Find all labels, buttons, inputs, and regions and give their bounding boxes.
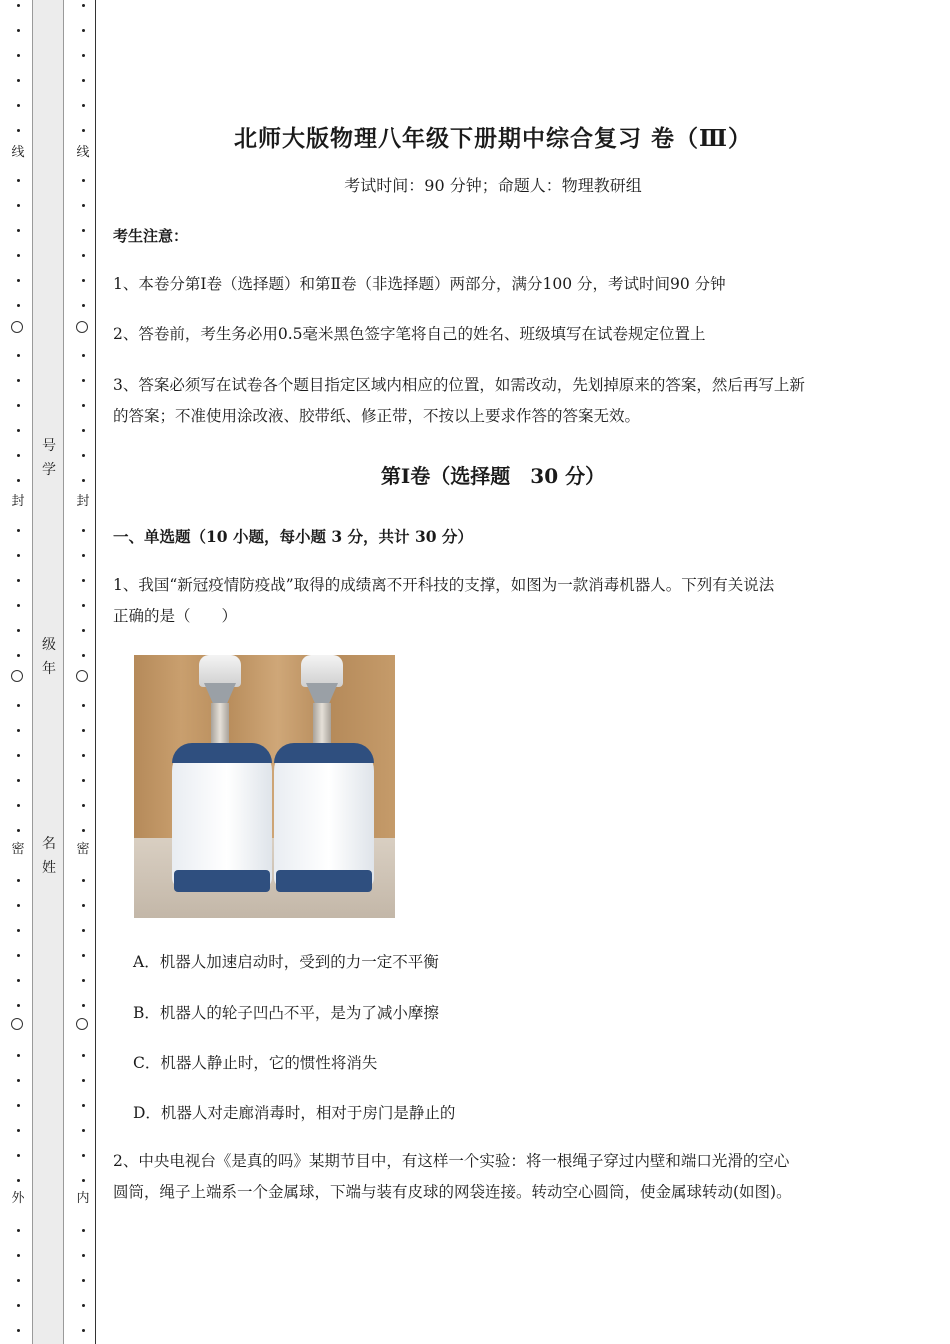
binding-circle bbox=[76, 670, 88, 682]
strip-label-name-2: 姓 bbox=[42, 860, 56, 876]
binding-dot bbox=[17, 654, 20, 657]
binding-dot bbox=[17, 1229, 20, 1232]
binding-dot bbox=[17, 1279, 20, 1282]
question-2-stem: 2、中央电视台《是真的吗》某期节目中，有这样一个实验：将一根绳子穿过内壁和端口光滑的空心 bbox=[113, 1152, 790, 1170]
binding-dot bbox=[82, 929, 85, 932]
binding-dot bbox=[82, 404, 85, 407]
binding-dot bbox=[82, 654, 85, 657]
binding-circle bbox=[11, 670, 23, 682]
binding-dot bbox=[17, 54, 20, 57]
question-1-option-d: D．机器人对走廊消毒时，相对于房门是静止的 bbox=[133, 1104, 456, 1122]
binding-dot bbox=[82, 379, 85, 382]
binding-dot bbox=[17, 529, 20, 532]
binding-dot bbox=[17, 779, 20, 782]
binding-dot bbox=[82, 229, 85, 232]
binding-dot bbox=[82, 954, 85, 957]
binding-dot bbox=[17, 604, 20, 607]
binding-dot bbox=[17, 904, 20, 907]
strip-label-grade-2: 年 bbox=[42, 661, 56, 677]
binding-dot bbox=[17, 4, 20, 7]
binding-char: 密 bbox=[73, 843, 93, 857]
binding-dot bbox=[82, 1079, 85, 1082]
binding-dot bbox=[82, 1279, 85, 1282]
binding-dot bbox=[82, 129, 85, 132]
binding-dot bbox=[82, 204, 85, 207]
binding-line bbox=[95, 0, 96, 1344]
binding-dot bbox=[17, 1329, 20, 1332]
binding-dot bbox=[17, 879, 20, 882]
binding-dot bbox=[82, 254, 85, 257]
binding-dot bbox=[82, 479, 85, 482]
notice-item-3-cont: 的答案；不准使用涂改液、胶带纸、修正带，不按以上要求作答的答案无效。 bbox=[113, 407, 641, 425]
binding-dot bbox=[82, 829, 85, 832]
question-1-stem-cont: 正确的是（ ） bbox=[113, 607, 238, 625]
binding-dot bbox=[82, 429, 85, 432]
binding-dot bbox=[82, 354, 85, 357]
binding-dot bbox=[17, 254, 20, 257]
part-heading: 一、单选题（10 小题，每小题 3 分，共计 30 分） bbox=[113, 527, 473, 546]
binding-dot bbox=[17, 204, 20, 207]
binding-dot bbox=[82, 1229, 85, 1232]
binding-dot bbox=[17, 704, 20, 707]
binding-dot bbox=[82, 629, 85, 632]
binding-circle bbox=[76, 321, 88, 333]
question-1-stem: 1、我国“新冠疫情防疫战”取得的成绩离不开科技的支撑，如图为一款消毒机器人。下列有关说法 bbox=[113, 576, 775, 594]
binding-dot bbox=[82, 4, 85, 7]
binding-dot bbox=[17, 729, 20, 732]
binding-dot bbox=[82, 1004, 85, 1007]
binding-dot bbox=[17, 754, 20, 757]
binding-dot bbox=[82, 529, 85, 532]
notice-heading: 考生注意： bbox=[113, 227, 189, 245]
binding-dot bbox=[17, 229, 20, 232]
binding-char: 封 bbox=[73, 495, 93, 509]
binding-dot bbox=[17, 1054, 20, 1057]
binding-dot bbox=[82, 179, 85, 182]
binding-dot bbox=[17, 129, 20, 132]
binding-dot bbox=[17, 104, 20, 107]
binding-dot bbox=[82, 1254, 85, 1257]
exam-subtitle: 考试时间：90 分钟；命题人：物理教研组 bbox=[344, 176, 642, 195]
binding-circle bbox=[11, 1018, 23, 1030]
binding-dot bbox=[82, 1179, 85, 1182]
binding-dot bbox=[17, 1129, 20, 1132]
binding-dot bbox=[82, 1154, 85, 1157]
binding-dot bbox=[82, 804, 85, 807]
binding-dot bbox=[82, 54, 85, 57]
question-1-option-a: A．机器人加速启动时，受到的力一定不平衡 bbox=[133, 953, 439, 971]
notice-item-1: 1、本卷分第Ⅰ卷（选择题）和第Ⅱ卷（非选择题）两部分，满分100 分，考试时间90 分钟 bbox=[113, 275, 726, 293]
binding-dot bbox=[17, 979, 20, 982]
binding-dot bbox=[17, 454, 20, 457]
binding-dot bbox=[17, 579, 20, 582]
binding-dot bbox=[17, 954, 20, 957]
binding-char: 外 bbox=[8, 1192, 28, 1206]
binding-dot bbox=[17, 429, 20, 432]
binding-dot bbox=[82, 1104, 85, 1107]
binding-dot bbox=[82, 904, 85, 907]
binding-char: 内 bbox=[73, 1192, 93, 1206]
question-1-option-c: C．机器人静止时，它的惯性将消失 bbox=[133, 1054, 378, 1072]
binding-dot bbox=[82, 779, 85, 782]
binding-dot bbox=[17, 79, 20, 82]
binding-dot bbox=[17, 179, 20, 182]
question-2-stem-cont: 圆筒，绳子上端系一个金属球，下端与装有皮球的网袋连接。转动空心圆筒，使金属球转动(如图)。 bbox=[113, 1183, 792, 1201]
binding-dot bbox=[82, 454, 85, 457]
binding-dot bbox=[82, 304, 85, 307]
binding-dot bbox=[17, 1004, 20, 1007]
binding-dot bbox=[17, 379, 20, 382]
notice-item-3: 3、答案必须写在试卷各个题目指定区域内相应的位置，如需改动，先划掉原来的答案，然后再写上新 bbox=[113, 376, 805, 394]
binding-dot bbox=[82, 879, 85, 882]
strip-label-student-no-2: 学 bbox=[42, 462, 56, 478]
binding-dot bbox=[82, 29, 85, 32]
binding-dot bbox=[17, 279, 20, 282]
notice-item-2: 2、答卷前，考生务必用0.5毫米黑色签字笔将自己的姓名、班级填写在试卷规定位置上 bbox=[113, 325, 706, 343]
binding-dot bbox=[82, 579, 85, 582]
binding-dot bbox=[82, 979, 85, 982]
binding-column-inner bbox=[73, 0, 93, 1344]
binding-dot bbox=[82, 104, 85, 107]
disinfection-robot-image bbox=[134, 655, 395, 918]
binding-dot bbox=[82, 1329, 85, 1332]
binding-dot bbox=[17, 1254, 20, 1257]
binding-info-strip bbox=[32, 0, 64, 1344]
binding-dot bbox=[17, 354, 20, 357]
binding-column-outer bbox=[8, 0, 28, 1344]
binding-dot bbox=[17, 629, 20, 632]
binding-dot bbox=[17, 1304, 20, 1307]
strip-label-name-1: 名 bbox=[42, 836, 56, 852]
binding-dot bbox=[17, 829, 20, 832]
binding-dot bbox=[82, 754, 85, 757]
binding-dot bbox=[17, 1079, 20, 1082]
binding-circle bbox=[76, 1018, 88, 1030]
exam-title: 北师大版物理八年级下册期中综合复习 卷（Ⅲ） bbox=[233, 125, 753, 152]
binding-dot bbox=[82, 1304, 85, 1307]
binding-dot bbox=[17, 929, 20, 932]
binding-dot bbox=[82, 554, 85, 557]
binding-dot bbox=[17, 1154, 20, 1157]
binding-dot bbox=[17, 29, 20, 32]
binding-dot bbox=[17, 804, 20, 807]
binding-dot bbox=[82, 279, 85, 282]
section-title: 第Ⅰ卷（选择题 30 分） bbox=[380, 464, 606, 488]
binding-dot bbox=[82, 604, 85, 607]
question-1-option-b: B．机器人的轮子凹凸不平，是为了减小摩擦 bbox=[133, 1004, 439, 1022]
binding-dot bbox=[82, 729, 85, 732]
binding-dot bbox=[82, 704, 85, 707]
binding-dot bbox=[17, 1104, 20, 1107]
binding-char: 封 bbox=[8, 495, 28, 509]
strip-label-student-no-1: 号 bbox=[42, 438, 56, 454]
binding-dot bbox=[17, 404, 20, 407]
binding-dot bbox=[82, 1129, 85, 1132]
binding-char: 密 bbox=[8, 843, 28, 857]
binding-char: 线 bbox=[8, 146, 28, 160]
binding-dot bbox=[82, 1054, 85, 1057]
binding-dot bbox=[17, 554, 20, 557]
binding-char: 线 bbox=[73, 146, 93, 160]
strip-label-grade-1: 级 bbox=[42, 637, 56, 653]
binding-dot bbox=[17, 304, 20, 307]
binding-dot bbox=[17, 1179, 20, 1182]
binding-dot bbox=[82, 79, 85, 82]
binding-circle bbox=[11, 321, 23, 333]
binding-dot bbox=[17, 479, 20, 482]
